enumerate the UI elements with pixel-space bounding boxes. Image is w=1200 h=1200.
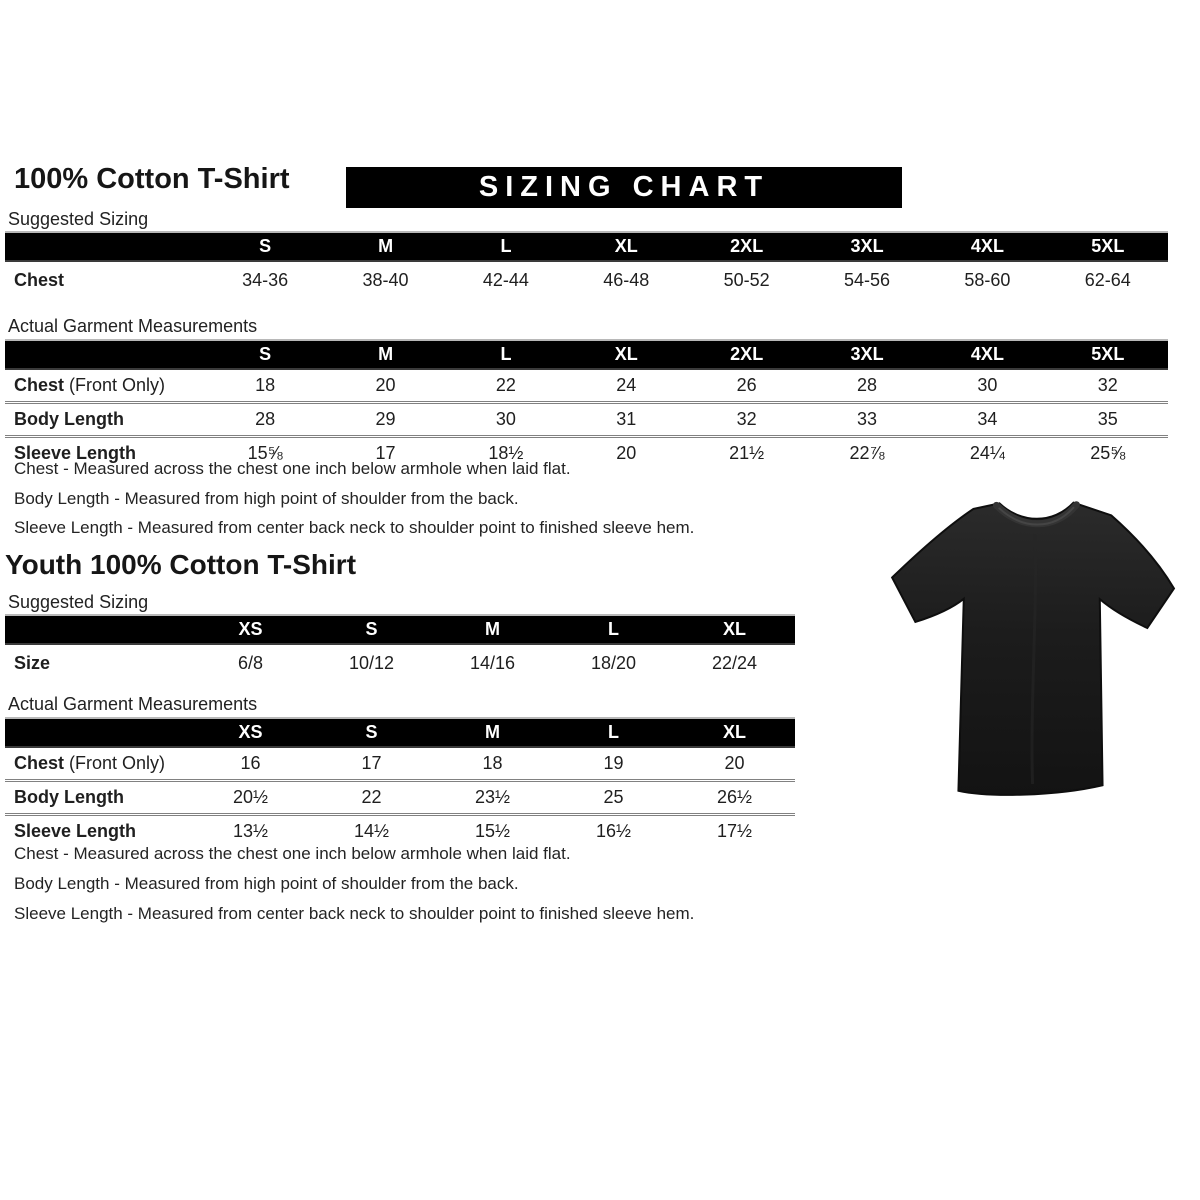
- size-column-header: XS: [190, 718, 311, 747]
- measurement-note: Chest - Measured across the chest one inch below armhole when laid flat.: [14, 844, 571, 863]
- adult-measurements-label: Actual Garment Measurements: [8, 316, 258, 336]
- size-header-row: [5, 615, 795, 644]
- measurement-cell: 16½: [553, 815, 674, 848]
- row-label: Body Length: [5, 781, 190, 815]
- measurement-cell: 33: [807, 403, 927, 437]
- adult-suggested-sizing-table: [5, 231, 1168, 299]
- measurement-cell: 14½: [311, 815, 432, 848]
- tshirt-graphic: [872, 464, 1194, 824]
- measurement-cell: 29: [325, 403, 445, 437]
- row-label: Size: [14, 653, 51, 673]
- size-column-header: 3XL: [807, 232, 927, 261]
- size-column-header: L: [446, 340, 566, 369]
- measurement-cell: 18/20: [590, 653, 637, 673]
- header-spacer: [5, 615, 190, 644]
- row-label: Chest (Front Only): [14, 375, 166, 395]
- measurement-cell: 14/16: [469, 653, 516, 673]
- row-label: Sleeve Length: [5, 815, 190, 848]
- youth-suggested-sizing-label: Suggested Sizing: [8, 592, 149, 612]
- size-column-header: S: [205, 232, 325, 261]
- tshirt-photo: [872, 464, 1194, 824]
- size-column-header: M: [432, 718, 553, 747]
- measurement-cell: 42-44: [482, 270, 529, 290]
- measurement-cell: 46-48: [603, 270, 650, 290]
- measurement-cell: 20: [566, 437, 686, 470]
- measurement-cell: 26½: [674, 781, 795, 815]
- measurement-cell: 21½: [687, 437, 807, 470]
- page-title: 100% Cotton T-Shirt: [14, 163, 290, 195]
- size-column-header: S: [311, 615, 432, 644]
- size-column-header: 5XL: [1048, 340, 1168, 369]
- measurement-cell: 17: [325, 437, 445, 470]
- measurement-cell: 17: [361, 753, 382, 773]
- size-column-header: 3XL: [807, 340, 927, 369]
- measurement-cell: 10/12: [348, 653, 395, 673]
- header-spacer: [5, 232, 205, 261]
- size-column-header: M: [325, 340, 445, 369]
- measurement-cell: 54-56: [844, 270, 891, 290]
- size-column-header: XL: [566, 340, 686, 369]
- measurement-cell: 35: [1048, 403, 1168, 437]
- measurement-cell: 34-36: [242, 270, 289, 290]
- measurement-row: [5, 403, 1168, 437]
- measurement-row: [5, 747, 795, 781]
- measurement-row: [5, 781, 795, 815]
- measurement-cell: 24¼: [927, 437, 1047, 470]
- size-column-header: XL: [566, 232, 686, 261]
- youth-measurements-label: Actual Garment Measurements: [8, 694, 258, 714]
- measurement-cell: 28: [205, 403, 325, 437]
- sizing-chart-banner: [346, 167, 902, 208]
- size-column-header: L: [446, 232, 566, 261]
- measurement-cell: 22: [311, 781, 432, 815]
- youth-section-title: Youth 100% Cotton T-Shirt: [5, 549, 357, 580]
- measurement-cell: 25: [553, 781, 674, 815]
- measurement-cell: 31: [566, 403, 686, 437]
- size-column-header: 2XL: [687, 232, 807, 261]
- measurement-cell: 6/8: [237, 653, 264, 673]
- measurement-cell: 18: [255, 375, 276, 395]
- size-column-header: XL: [674, 718, 795, 747]
- measurement-cell: 16: [240, 753, 261, 773]
- measurement-note: Body Length - Measured from high point of shoulder from the back.: [14, 874, 519, 893]
- measurement-note: Sleeve Length - Measured from center back neck to shoulder point to finished sleeve hem.: [14, 904, 695, 923]
- size-column-header: L: [553, 615, 674, 644]
- row-label: Chest (Front Only): [14, 753, 166, 773]
- measurement-cell: 25⅝: [1048, 437, 1168, 470]
- measurement-cell: 30: [446, 403, 566, 437]
- size-column-header: 4XL: [927, 340, 1047, 369]
- measurement-note: Chest - Measured across the chest one inch below armhole when laid flat.: [14, 459, 571, 478]
- measurement-note: Body Length - Measured from high point of shoulder from the back.: [14, 489, 519, 508]
- measurement-cell: 32: [687, 403, 807, 437]
- size-header-row: [5, 718, 795, 747]
- size-column-header: S: [311, 718, 432, 747]
- measurement-cell: 15⅝: [205, 437, 325, 470]
- size-column-header: L: [553, 718, 674, 747]
- measurement-cell: 50-52: [723, 270, 770, 290]
- header-spacer: [5, 340, 205, 369]
- measurement-cell: 38-40: [362, 270, 409, 290]
- adult-measurements-table: [5, 339, 1168, 469]
- measurement-cell: 13½: [190, 815, 311, 848]
- measurement-note: Sleeve Length - Measured from center back neck to shoulder point to finished sleeve hem.: [14, 518, 695, 537]
- measurement-row: [5, 815, 795, 848]
- size-column-header: 5XL: [1048, 232, 1168, 261]
- measurement-cell: 26: [736, 375, 757, 395]
- size-column-header: 4XL: [927, 232, 1047, 261]
- header-spacer: [5, 718, 190, 747]
- measurement-cell: 32: [1097, 375, 1118, 395]
- size-column-header: XS: [190, 615, 311, 644]
- row-label: Chest: [14, 270, 65, 290]
- measurement-cell: 17½: [674, 815, 795, 848]
- measurement-cell: 24: [616, 375, 637, 395]
- measurement-cell: 20½: [190, 781, 311, 815]
- measurement-row: [5, 369, 1168, 403]
- measurement-cell: 34: [927, 403, 1047, 437]
- size-column-header: M: [432, 615, 553, 644]
- row-label: Sleeve Length: [5, 437, 205, 470]
- measurement-cell: 62-64: [1084, 270, 1131, 290]
- measurement-cell: 19: [603, 753, 624, 773]
- measurement-cell: 23½: [432, 781, 553, 815]
- measurement-cell: 58-60: [964, 270, 1011, 290]
- measurement-cell: 20: [375, 375, 396, 395]
- measurement-row: [5, 261, 1168, 299]
- measurement-cell: 22: [495, 375, 516, 395]
- measurement-cell: 18: [482, 753, 503, 773]
- measurement-cell: 28: [857, 375, 878, 395]
- measurement-cell: 20: [724, 753, 745, 773]
- size-column-header: 2XL: [687, 340, 807, 369]
- size-header-row: [5, 340, 1168, 369]
- size-column-header: M: [325, 232, 445, 261]
- measurement-cell: 22⅞: [807, 437, 927, 470]
- measurement-cell: 18½: [446, 437, 566, 470]
- measurement-row: [5, 644, 795, 682]
- measurement-cell: 30: [977, 375, 998, 395]
- adult-suggested-sizing-label: Suggested Sizing: [8, 209, 149, 229]
- size-header-row: [5, 232, 1168, 261]
- youth-measurements-table: [5, 717, 795, 847]
- measurement-cell: 22/24: [711, 653, 758, 673]
- size-column-header: S: [205, 340, 325, 369]
- youth-suggested-sizing-table: [5, 614, 795, 682]
- size-column-header: XL: [674, 615, 795, 644]
- row-label: Body Length: [5, 403, 205, 437]
- measurement-cell: 15½: [432, 815, 553, 848]
- sizing-chart-banner-text: SIZING CHART: [478, 171, 770, 203]
